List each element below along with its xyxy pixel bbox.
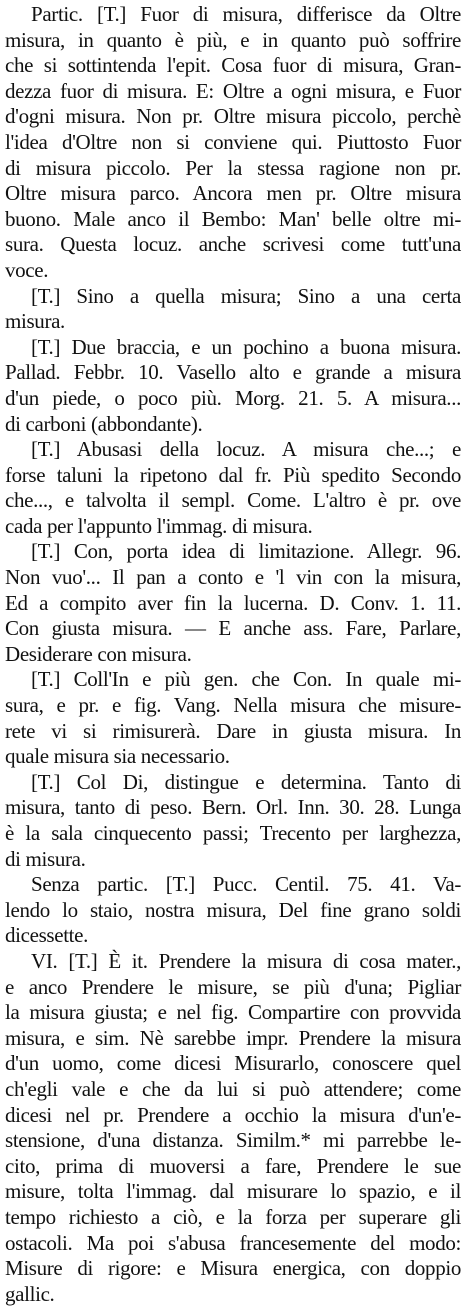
text-line: e anco Prendere le misure, se più d'una; Pigliar	[5, 974, 461, 999]
text-line: sura. Questa locuz. anche scrivesi come tutt'una	[5, 232, 461, 257]
text-line: lendo lo staio, nostra misura, Del fine grano soldi	[5, 897, 461, 922]
text-line: tempo richiesto a ciò, e la forza per superare gli	[5, 1204, 461, 1229]
text-line: sura, e pr. e fig. Vang. Nella misura che misure-	[5, 693, 461, 718]
text-line: gallic.	[5, 1281, 55, 1306]
text-line: cada per l'appunto l'immag. di misura.	[5, 513, 313, 538]
text-line: quale misura sia necessario.	[5, 744, 230, 769]
text-line: misura, tanto di peso. Bern. Orl. Inn. 30. 28. Lunga	[5, 795, 461, 820]
text-line: dicessette.	[5, 923, 89, 948]
text-line: [T.] Coll'In e più gen. che Con. In quale mi-	[31, 667, 461, 692]
text-line: Partic. [T.] Fuor di misura, differisce da Oltre	[31, 2, 461, 26]
text-line: Pallad. Febbr. 10. Vasello alto e grande a misura	[5, 360, 461, 385]
text-line: Oltre misura parco. Ancora men pr. Oltre misura	[5, 181, 461, 206]
text-line: Desiderare con misura.	[5, 641, 192, 666]
text-line: la misura giusta; e nel fig. Compartire con provvida	[5, 1000, 461, 1025]
text-line: misura.	[5, 309, 65, 334]
text-line: [T.] Con, porta idea di limitazione. Allegr. 96.	[31, 539, 461, 564]
text-line: dicesi nel pr. Prendere a occhio la misura d'un'e-	[5, 1102, 461, 1127]
text-line: [T.] Sino a quella misura; Sino a una certa	[31, 283, 461, 308]
text-line: d'un piede, o poco più. Morg. 21. 5. A misura...	[5, 385, 461, 410]
text-line: ostacoli. Ma poi s'abusa francesemente del modo:	[5, 1230, 461, 1255]
text-line: buono. Male anco il Bembo: Man' belle oltre mi-	[5, 206, 461, 231]
text-line: Ed a compito aver fin la lucerna. D. Conv. 1. 11.	[5, 590, 461, 615]
text-line: rete vi si rimisurerà. Dare in giusta misura. In	[5, 718, 461, 743]
text-line: d'un uomo, come dicesi Misurarlo, conoscere quel	[5, 1051, 461, 1076]
text-line: è la sala cinquecento passi; Trecento per larghezza,	[5, 821, 461, 845]
text-line: di misura.	[5, 846, 86, 871]
text-line: Senza partic. [T.] Pucc. Centil. 75. 41. Va-	[31, 872, 461, 897]
text-line: d'ogni misura. Non pr. Oltre misura piccolo, perchè	[5, 104, 461, 129]
text-line: voce.	[5, 257, 49, 282]
text-line: che si sottintenda l'epit. Cosa fuor di misura, Gran-	[5, 53, 461, 78]
text-line: VI. [T.] È it. Prendere la misura di cosa mater.,	[31, 948, 461, 973]
text-line: [T.] Abusasi della locuz. A misura che...; e	[31, 437, 461, 462]
text-line: Non vuo'... Il pan a conto e 'l vin con la misura,	[5, 565, 461, 590]
text-line: stensione, d'una distanza. Similm.* mi parrebbe le-	[5, 1128, 461, 1153]
text-line: [T.] Col Di, distingue e determina. Tanto di	[31, 769, 461, 794]
text-line: ch'egli vale e che da lui si può attendere; come	[5, 1076, 461, 1101]
text-line: misura, e sim. Nè sarebbe impr. Prendere la misura	[5, 1025, 461, 1050]
text-line: cito, prima di muoversi a fare, Prendere le sue	[5, 1153, 461, 1178]
text-line: che..., e talvolta il sempl. Come. L'altro è pr. ove	[5, 488, 461, 513]
text-line: [T.] Due braccia, e un pochino a buona misura.	[31, 334, 461, 359]
text-line: l'idea d'Oltre non si conviene qui. Piuttosto Fuor	[5, 129, 461, 154]
text-line: di misura piccolo. Per la stessa ragione non pr.	[5, 155, 461, 180]
text-line: dezza fuor di misura. E: Oltre a ogni misura, e Fuor	[5, 78, 461, 103]
text-line: misure, tolta l'immag. dal misurare lo spazio, e il	[5, 1179, 461, 1204]
text-line: Con giusta misura. — E anche ass. Fare, Parlare,	[5, 616, 461, 641]
text-line: misura, in quanto è più, e in quanto può soffrire	[5, 27, 461, 52]
text-line: Misure di rigore: e Misura energica, con doppio	[5, 1256, 461, 1281]
text-line: di carboni (abbondante).	[5, 411, 203, 436]
text-line: forse taluni la ripetono dal fr. Più spedito Secondo	[5, 462, 461, 487]
